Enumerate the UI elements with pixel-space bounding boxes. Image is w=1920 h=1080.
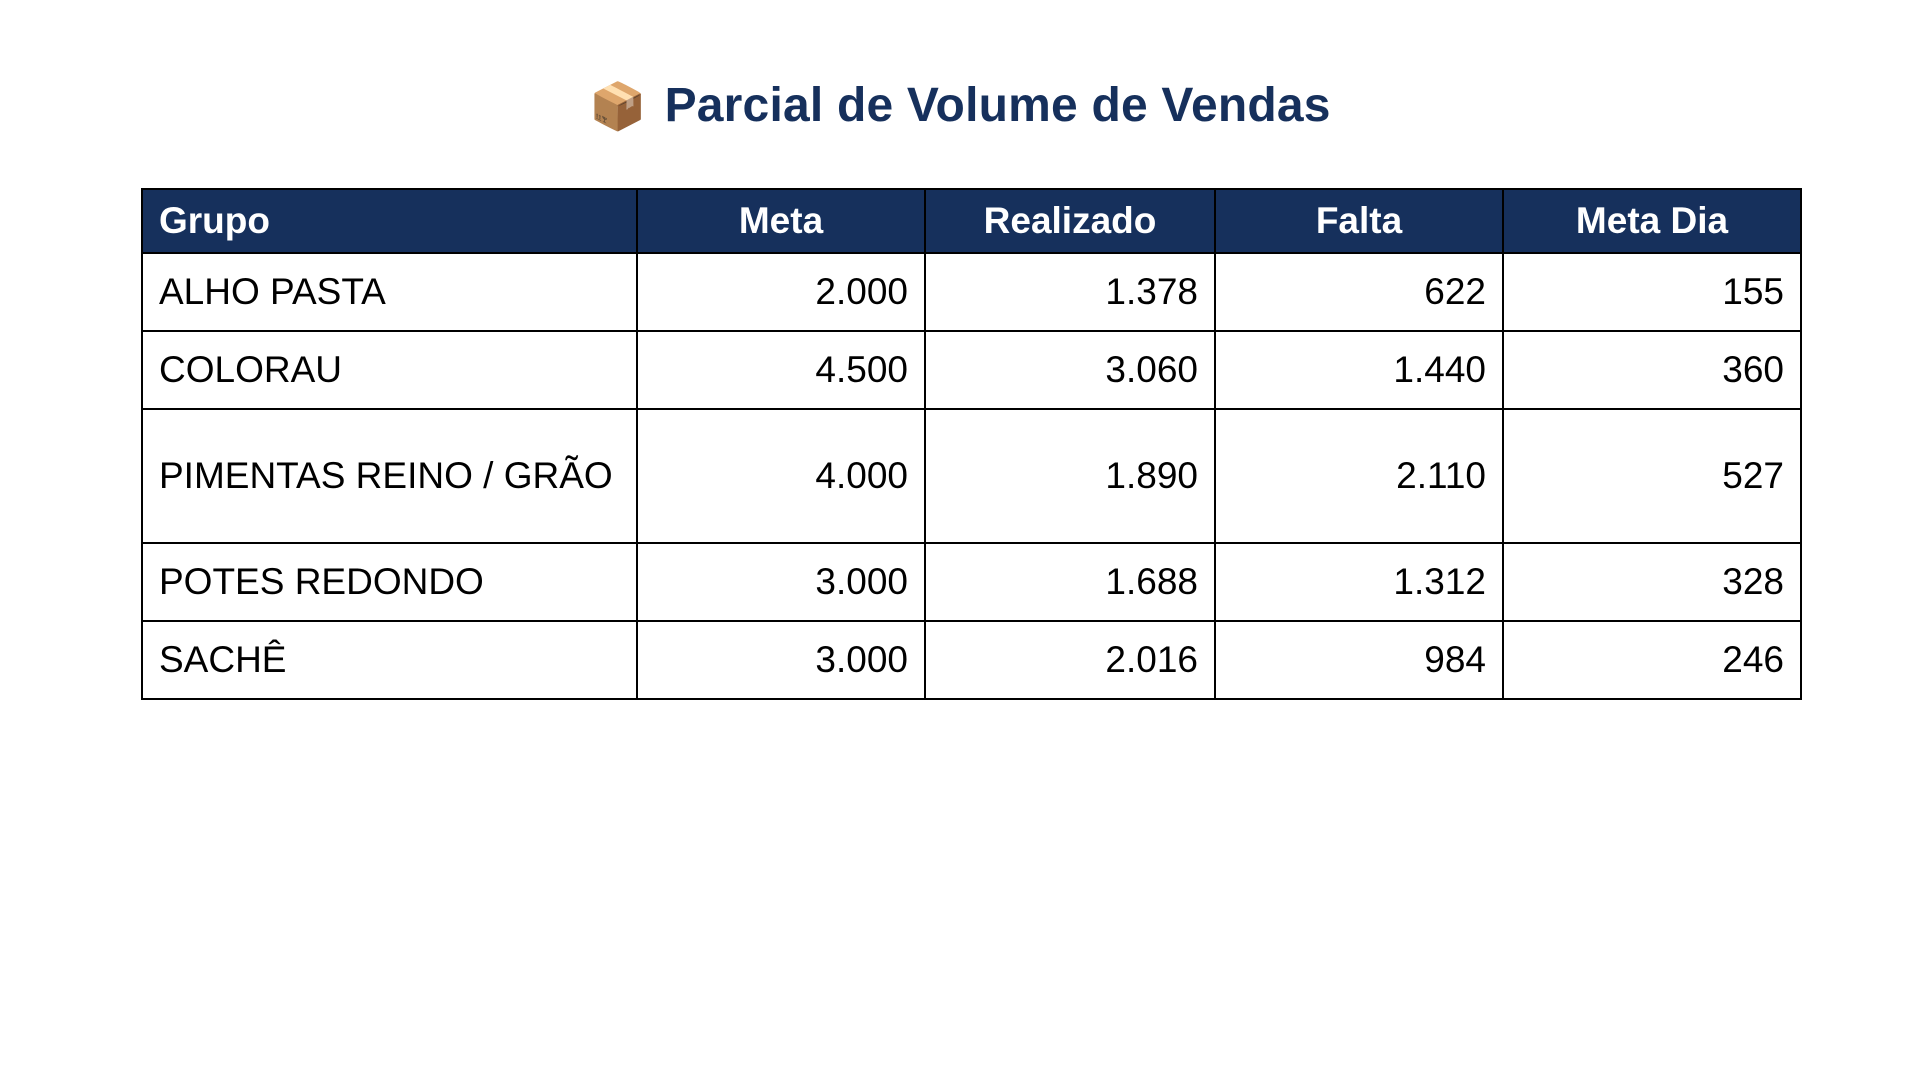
- cell-meta-dia: 360: [1503, 331, 1801, 409]
- cell-meta: 4.000: [637, 409, 925, 543]
- cell-meta-dia: 246: [1503, 621, 1801, 699]
- cell-realizado: 1.890: [925, 409, 1215, 543]
- cell-realizado: 1.688: [925, 543, 1215, 621]
- table-header-row: [142, 189, 1801, 253]
- cell-realizado: 1.378: [925, 253, 1215, 331]
- cell-meta: 3.000: [637, 543, 925, 621]
- cell-grupo: PIMENTAS REINO / GRÃO: [142, 409, 637, 543]
- sales-volume-table: [141, 188, 1800, 700]
- cell-meta: 3.000: [637, 621, 925, 699]
- cell-grupo: POTES REDONDO: [142, 543, 637, 621]
- cell-falta: 984: [1215, 621, 1503, 699]
- package-icon: 📦: [589, 79, 647, 132]
- cell-realizado: 3.060: [925, 331, 1215, 409]
- cell-grupo: COLORAU: [142, 331, 637, 409]
- cell-meta-dia: 328: [1503, 543, 1801, 621]
- column-header-realizado: Realizado: [925, 189, 1215, 253]
- cell-realizado: 2.016: [925, 621, 1215, 699]
- cell-falta: 622: [1215, 253, 1503, 331]
- column-header-meta-dia: Meta Dia: [1503, 189, 1801, 253]
- cell-grupo: ALHO PASTA: [142, 253, 637, 331]
- table-row: [142, 621, 1801, 699]
- cell-grupo: SACHÊ: [142, 621, 637, 699]
- column-header-grupo: Grupo: [142, 189, 637, 253]
- page-title: [0, 78, 1920, 133]
- table-row: [142, 253, 1801, 331]
- cell-falta: 1.312: [1215, 543, 1503, 621]
- table-row: [142, 543, 1801, 621]
- table-row: [142, 409, 1801, 543]
- cell-meta: 2.000: [637, 253, 925, 331]
- table-row: [142, 331, 1801, 409]
- cell-meta: 4.500: [637, 331, 925, 409]
- cell-meta-dia: 155: [1503, 253, 1801, 331]
- column-header-falta: Falta: [1215, 189, 1503, 253]
- cell-falta: 2.110: [1215, 409, 1503, 543]
- cell-meta-dia: 527: [1503, 409, 1801, 543]
- column-header-meta: Meta: [637, 189, 925, 253]
- cell-falta: 1.440: [1215, 331, 1503, 409]
- page-title-text: Parcial de Volume de Vendas: [664, 79, 1331, 132]
